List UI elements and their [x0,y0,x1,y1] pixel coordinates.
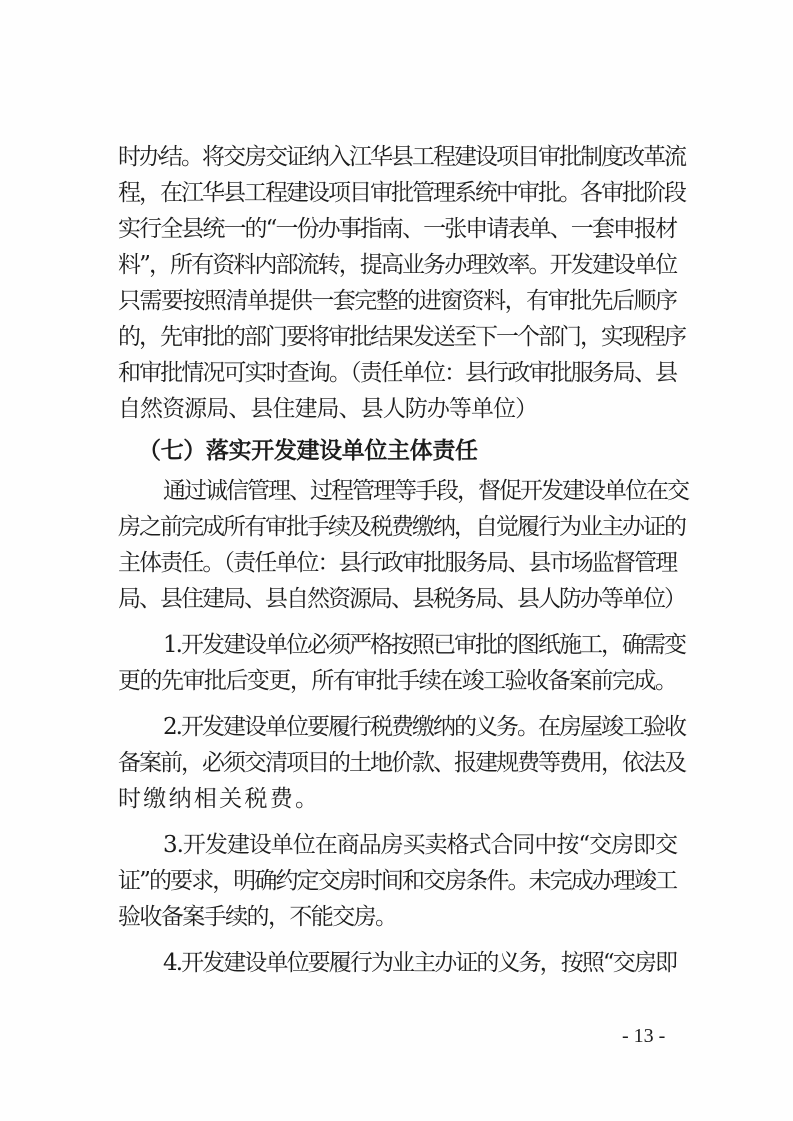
body-line-5: 只需要按照清单提供一套完整的进窗资料，有审批先后顺序 [118,288,677,314]
body-line-10: 通过诚信管理、过程管理等手段，督促开发建设单位在交 [163,478,688,504]
body-line-13: 局、县住建局、县自然资源局、县税务局、县人防办等单位） [118,586,685,612]
page-number: - 13 - [622,1025,666,1047]
item-2-line-3: 时缴纳相关税费。 [118,786,321,812]
body-line-12: 主体责任。（责任单位：县行政审批服务局、县市场监督管理 [118,550,677,576]
item-3-line-3: 验收备案手续的，不能交房。 [118,904,397,930]
body-line-3: 实行全县统一的“一份办事指南、一张申请表单、一套申报材 [118,216,677,242]
item-2-line-2: 备案前，必须交清项目的土地价款、报建规费等费用，依法及 [118,750,685,776]
body-line-6: 的，先审批的部门要将审批结果发送至下一个部门，实现程序 [118,324,685,350]
item-1-line-2: 更的先审批后变更，所有审批手续在竣工验收备案前完成。 [118,668,677,694]
item-2-line-1: 2.开发建设单位要履行税费缴纳的义务。在房屋竣工验收 [163,714,685,740]
body-line-1: 时办结。将交房交证纳入江华县工程建设项目审批制度改革流 [118,144,685,170]
body-line-4: 料”，所有资料内部流转，提高业务办理效率。开发建设单位 [118,252,677,278]
body-line-11: 房之前完成所有审批手续及税费缴纳，自觉履行为业主办证的 [118,514,685,540]
item-4-line-1: 4.开发建设单位要履行为业主办证的义务，按照“交房即 [163,950,677,976]
body-line-7: 和审批情况可实时查询。（责任单位：县行政审批服务局、县 [118,360,677,386]
item-3-line-2: 证”的要求，明确约定交房时间和交房条件。未完成办理竣工 [118,868,677,894]
body-line-8: 自然资源局、县住建局、县人防办等单位） [118,396,538,422]
section-heading: （七）落实开发建设单位主体责任 [138,438,478,464]
item-1-line-1: 1.开发建设单位必须严格按照已审批的图纸施工，确需变 [163,632,685,658]
item-3-line-1: 3.开发建设单位在商品房买卖格式合同中按“交房即交 [163,832,677,858]
body-line-2: 程，在江华县工程建设项目审批管理系统中审批。各审批阶段 [118,180,685,206]
